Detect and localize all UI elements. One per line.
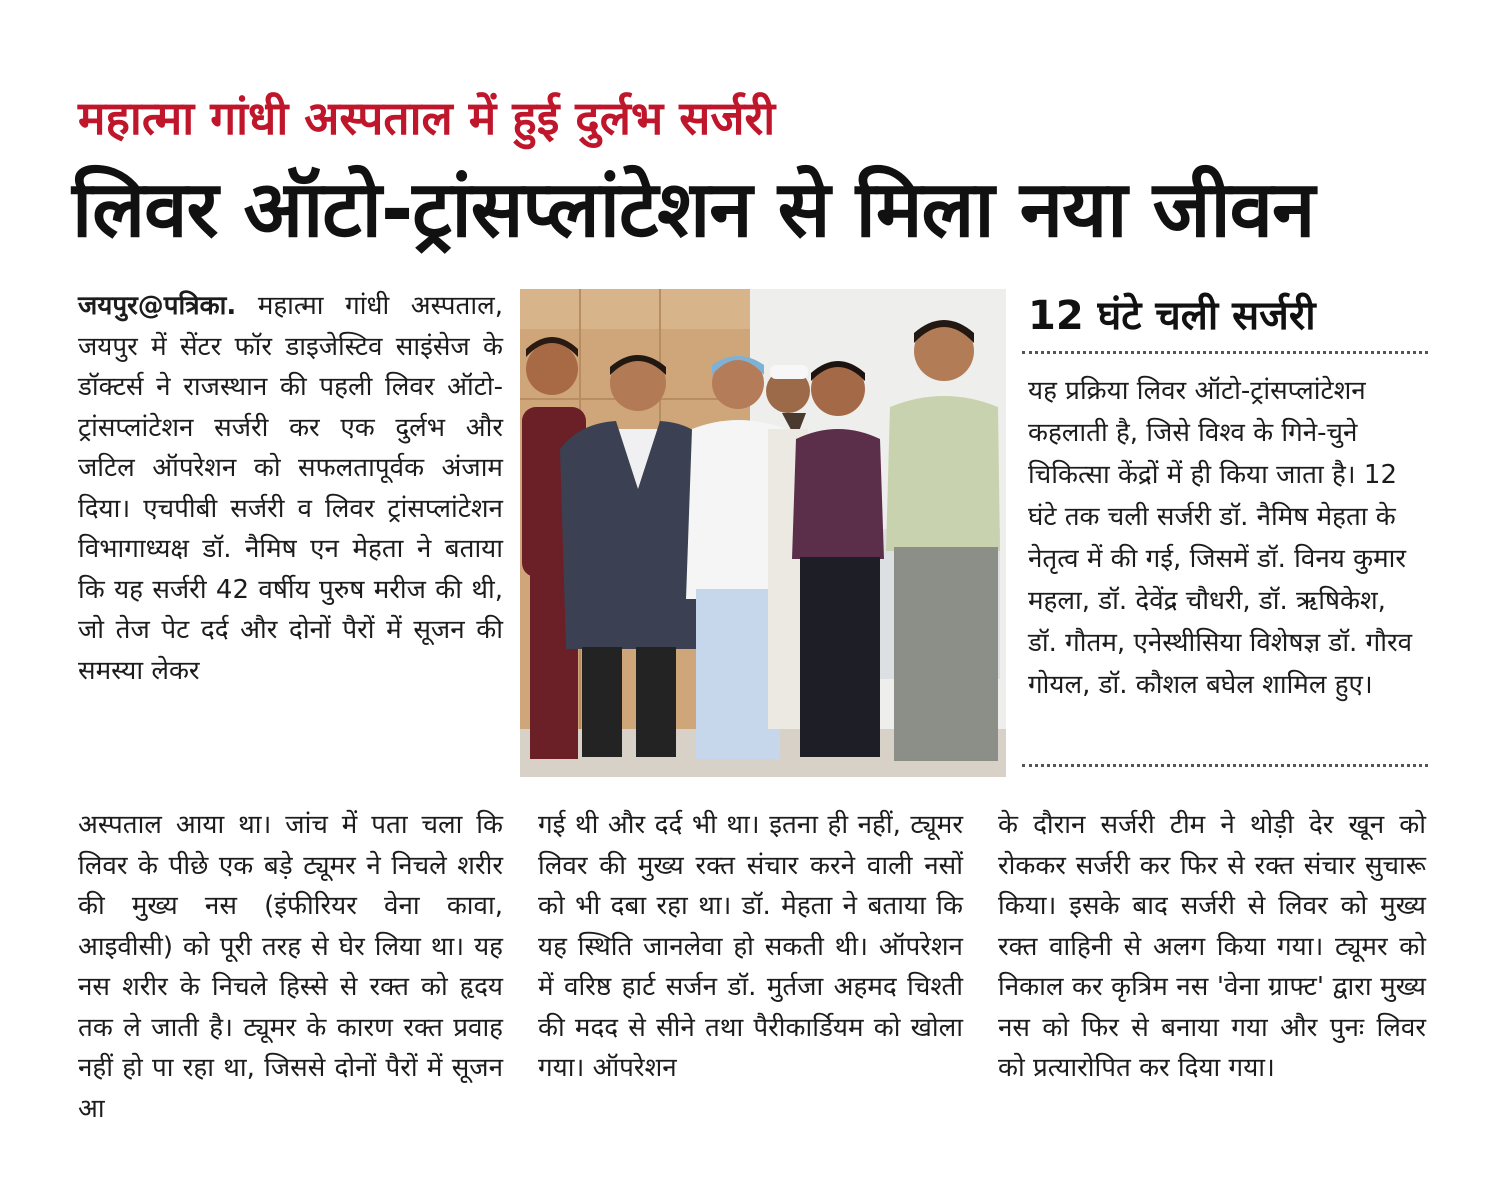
main-headline: लिवर ऑटो-ट्रांसप्लांटेशन से मिला नया जीवन [72, 165, 1315, 255]
body-text: अस्पताल आया था। जांच में पता चला कि लिवर के पीछे एक बड़े ट्यूमर ने निचले शरीर की मुख्य नस (इंफीरियर वेना कावा, आइवीसी) को पूरी तरह से घेर लिया था। यह नस शरीर के निचले हिस्से से रक्त को हृदय तक ले जाती है। ट्यूमर के कारण रक्त प्रवाह नहीं हो पा रहा था, जिससे दोनों पैरों में सूजन आ [78, 810, 503, 1124]
dotted-divider [1022, 351, 1428, 354]
article-column-2 [538, 805, 963, 1089]
team-photo [520, 289, 1006, 777]
kicker-headline: महात्मा गांधी अस्पताल में हुई दुर्लभ सर्जरी [78, 91, 776, 145]
dotted-divider [1022, 764, 1428, 767]
body-text: के दौरान सर्जरी टीम ने थोड़ी देर खून को रोककर सर्जरी कर फिर से रक्त संचार सुचारू किया। इसके बाद सर्जरी से लिवर को मुख्य रक्त वाहिनी से अलग किया गया। ट्यूमर को निकाल कर कृत्रिम नस 'वेना ग्राफ्ट' द्वारा मुख्य नस को फिर से बनाया गया और पुनः लिवर को प्रत्यारोपित कर दिया गया। [998, 810, 1426, 1083]
sidebar-body: यह प्रक्रिया लिवर ऑटो-ट्रांसप्लांटेशन कहलाती है, जिसे विश्व के गिने-चुने चिकित्सा केंद्रों में ही किया जाता है। 12 घंटे तक चली सर्जरी डॉ. नैमिष मेहता के नेतृत्व में की गई, जिसमें डॉ. विनय कुमार महला, डॉ. देवेंद्र चौधरी, डॉ. ऋषिकेश, डॉ. गौतम, एनेस्थीसिया विशेषज्ञ डॉ. गौरव गोयल, डॉ. कौशल बघेल शामिल हुए। [1028, 376, 1413, 700]
sidebar-title: 12 घंटे चली सर्जरी [1028, 293, 1316, 339]
team-photo-illustration [520, 289, 1006, 777]
body-text: महात्मा गांधी अस्पताल, जयपुर में सेंटर फॉर डाइजेस्टिव साइंसेज के डॉक्टर्स ने राजस्थान की पहली लिवर ऑटो-ट्रांसप्लांटेशन सर्जरी कर एक दुर्लभ और जटिल ऑपरेशन को सफलतापूर्वक अंजाम दिया। एचपीबी सर्जरी व लिवर ट्रांसप्लांटेशन विभागाध्यक्ष डॉ. नैमिष एन मेहता ने बताया कि यह सर्जरी 42 वर्षीय पुरुष मरीज की थी, जो तेज पेट दर्द और दोनों पैरों में सूजन की समस्या लेकर [78, 291, 503, 686]
article-column-1-top [78, 286, 503, 691]
paragraph [78, 286, 503, 691]
article-column-3 [998, 805, 1426, 1089]
dateline: जयपुर@पत्रिका. [78, 291, 237, 321]
body-text: गई थी और दर्द भी था। इतना ही नहीं, ट्यूमर लिवर की मुख्य रक्त संचार करने वाली नसों को भी दबा रहा था। डॉ. मेहता ने बताया कि यह स्थिति जानलेवा हो सकती थी। ऑपरेशन में वरिष्ठ हार्ट सर्जन डॉ. मुर्तजा अहमद चिश्ती की मदद से सीने तथा पैरीकार्डियम को खोला गया। ऑपरेशन [538, 810, 963, 1083]
article-column-1-bottom [78, 805, 503, 1129]
